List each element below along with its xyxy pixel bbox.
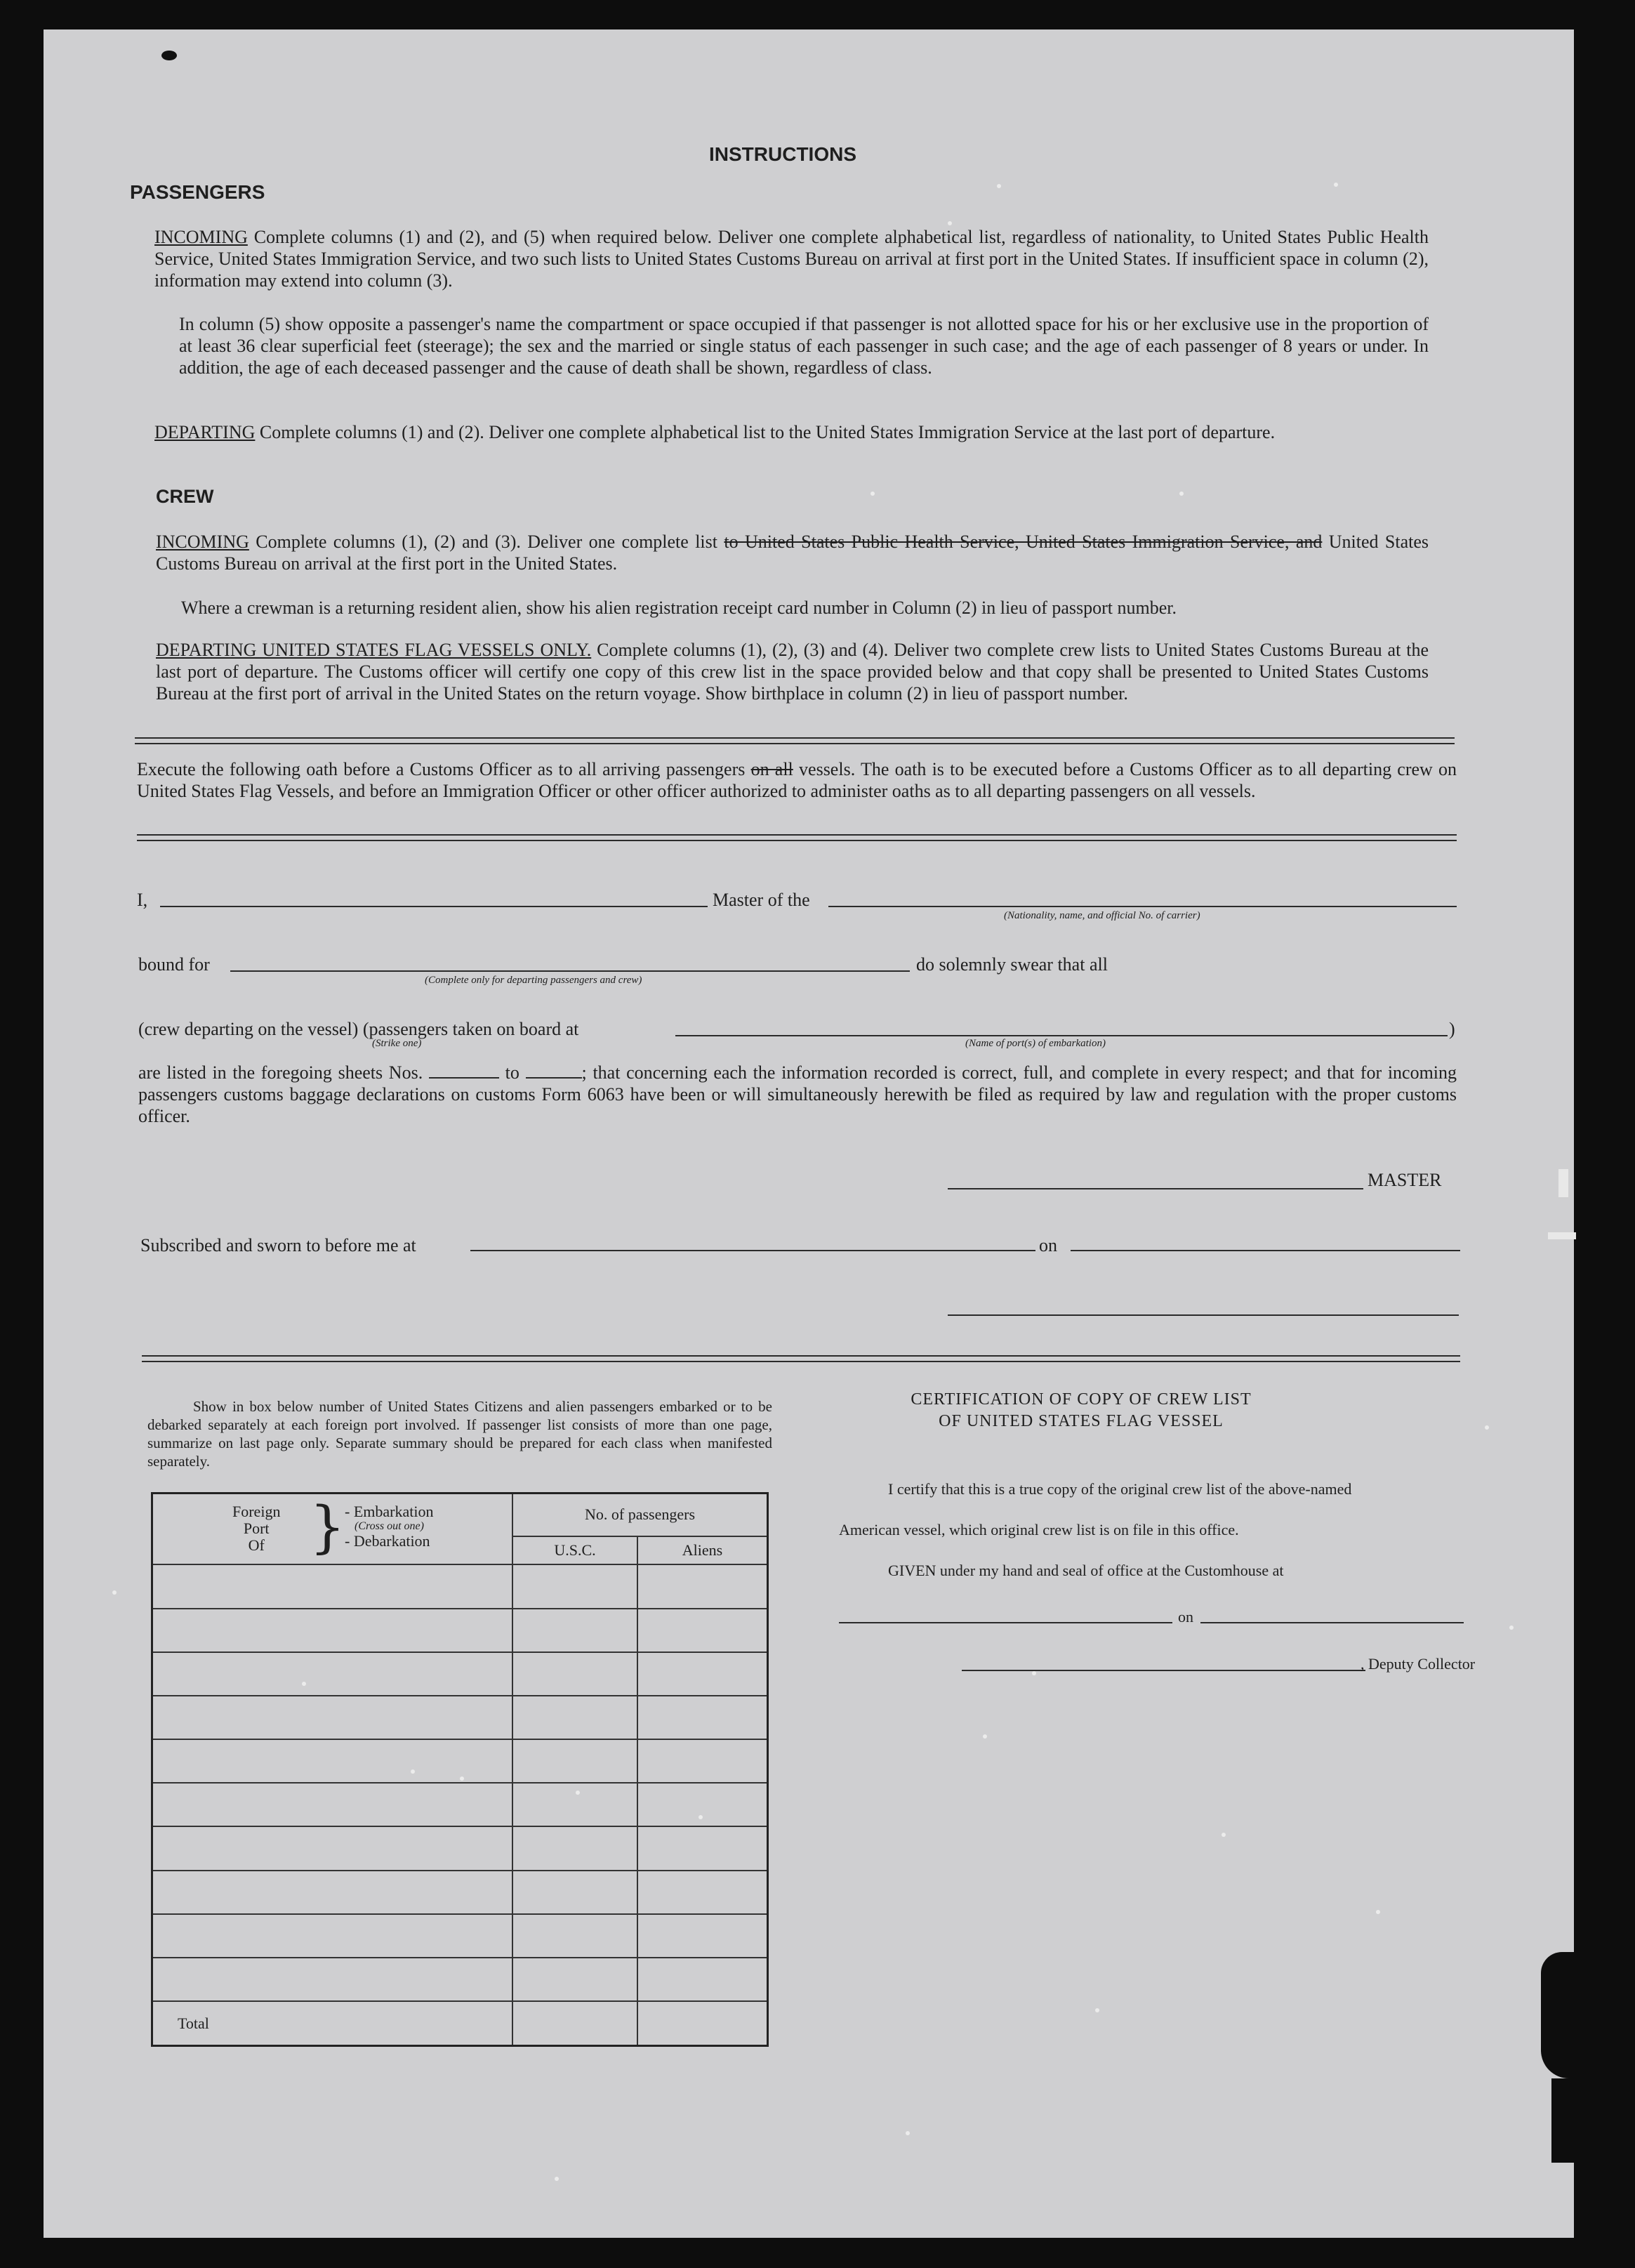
aliens-cell[interactable] xyxy=(637,1696,768,1739)
oath-i-label: I, xyxy=(137,890,148,910)
speck xyxy=(460,1776,464,1781)
officer-signature-field[interactable] xyxy=(948,1314,1459,1316)
certification-date-field[interactable] xyxy=(1200,1622,1464,1623)
crew-incoming-label: INCOMING xyxy=(156,532,249,552)
usc-cell[interactable] xyxy=(512,1826,637,1870)
passengers-incoming-label: INCOMING xyxy=(154,227,248,247)
table-row xyxy=(152,1826,768,1870)
speck xyxy=(302,1682,306,1686)
usc-header: U.S.C. xyxy=(512,1536,637,1565)
aliens-cell[interactable] xyxy=(637,1739,768,1783)
table-row xyxy=(152,1914,768,1958)
usc-cell[interactable] xyxy=(512,1564,637,1608)
usc-cell[interactable] xyxy=(512,1958,637,2001)
certify-line-1: I certify that this is a true copy of the original crew list of the above-named xyxy=(888,1480,1352,1498)
speck xyxy=(983,1734,987,1739)
ink-spot xyxy=(161,51,177,60)
master-signature-field[interactable] xyxy=(948,1188,1363,1189)
cross-out-caption: (Cross out one) xyxy=(355,1519,424,1532)
speck xyxy=(1376,1910,1380,1914)
certify-line-2: American vessel, which original crew list is on file in this office. xyxy=(839,1521,1239,1538)
port-cell[interactable] xyxy=(152,1826,513,1870)
oath-intro-a: Execute the following oath before a Customs Officer as to all arriving passengers xyxy=(137,759,746,779)
bound-for-label: bound for xyxy=(138,954,210,975)
port-cell[interactable] xyxy=(152,1914,513,1958)
port-cell[interactable] xyxy=(152,1871,513,1914)
table-row xyxy=(152,1958,768,2001)
usc-cell[interactable] xyxy=(512,1914,637,1958)
total-label: Total xyxy=(152,2001,513,2045)
close-paren: ) xyxy=(1449,1019,1455,1039)
passengers-departing-label: DEPARTING xyxy=(154,422,256,442)
usc-cell[interactable] xyxy=(512,1783,637,1826)
speck xyxy=(411,1769,415,1774)
usc-cell[interactable] xyxy=(512,1696,637,1739)
passengers-incoming-paragraph xyxy=(154,226,1429,291)
speck xyxy=(1095,2008,1099,2012)
sworn-place-field[interactable] xyxy=(470,1250,1035,1251)
complete-only-caption: (Complete only for departing passengers and crew) xyxy=(425,975,642,986)
speck xyxy=(948,221,952,225)
port-cell[interactable] xyxy=(152,1739,513,1783)
sworn-on-label: on xyxy=(1039,1235,1057,1255)
usc-cell[interactable] xyxy=(512,1652,637,1696)
port-caption: (Name of port(s) of embarkation) xyxy=(965,1038,1106,1049)
oath-intro-paragraph xyxy=(137,758,1457,802)
speck xyxy=(576,1791,580,1795)
deputy-collector-label: , Deputy Collector xyxy=(1361,1655,1476,1673)
table-row xyxy=(152,1783,768,1826)
torn-edge xyxy=(1551,2078,1580,2163)
page-title: INSTRUCTIONS xyxy=(709,143,856,165)
crew-departing-text: (crew departing on the vessel) (passengers taken on board at xyxy=(138,1019,579,1039)
aliens-header: Aliens xyxy=(637,1536,768,1565)
master-label: MASTER xyxy=(1368,1170,1442,1190)
crew-departing-text: Complete columns (1), (2), (3) and (4). Deliver two complete crew lists to United States Customs Bureau at the last port of departure. The Customs officer will certify one copy of this crew list in the space provided below and that copy shall be presented to United States Customs Bureau at the first port of arrival in the United States on the return voyage. Show birthplace in column (2) in lieu of passport number. xyxy=(156,640,1429,704)
passengers-departing-text: Complete columns (1) and (2). Deliver one complete alphabetical list to the United States Immigration Service at the last port of departure. xyxy=(259,422,1276,442)
usc-cell[interactable] xyxy=(512,1609,637,1652)
certification-title-line-1: CERTIFICATION OF COPY OF CREW LIST xyxy=(911,1390,1252,1409)
customhouse-field[interactable] xyxy=(839,1622,1172,1623)
passengers-departing-paragraph xyxy=(154,421,1429,443)
given-line: GIVEN under my hand and seal of office at the Customhouse at xyxy=(888,1562,1284,1579)
listed-text-b: ; that concerning each the information recorded is correct, full, and complete in every respect; and that for incoming passengers customs baggage declarations on customs Form 6063 have been or will simultaneously herewith be filed as required by law and regulation with the proper customs officer. xyxy=(138,1062,1457,1126)
listed-to: to xyxy=(505,1062,519,1083)
port-cell[interactable] xyxy=(152,1696,513,1739)
master-name-field[interactable] xyxy=(160,906,708,907)
carrier-field[interactable] xyxy=(828,906,1457,907)
embarkation-port-field[interactable] xyxy=(675,1035,1448,1036)
swear-text: do solemnly swear that all xyxy=(916,954,1108,975)
speck xyxy=(906,2131,910,2135)
speck xyxy=(699,1815,703,1819)
aliens-cell[interactable] xyxy=(637,1652,768,1696)
brace: } xyxy=(310,1494,345,1560)
crew-incoming-paragraph xyxy=(156,531,1429,574)
embarkation-option[interactable]: - Embarkation xyxy=(345,1502,434,1520)
no-of-passengers-header: No. of passengers xyxy=(512,1494,768,1536)
sheet-to-field[interactable] xyxy=(526,1063,582,1079)
speck xyxy=(112,1590,117,1595)
aliens-cell[interactable] xyxy=(637,1958,768,2001)
oath-intro-b: vessels. The oath is to be executed before a Customs Officer as to all departing crew on United States Flag Vessels, and before an Immigration Officer or other officer authorized to administer oaths as to all departing passengers on all vessels. xyxy=(137,759,1457,801)
bound-for-field[interactable] xyxy=(230,970,910,972)
total-row xyxy=(152,2001,768,2045)
port-cell[interactable] xyxy=(152,1564,513,1608)
usc-cell[interactable] xyxy=(512,1871,637,1914)
speck xyxy=(555,2177,559,2181)
crewman-paragraph: Where a crewman is a returning resident alien, show his alien registration receipt card number in Column (2) in lieu of passport number. xyxy=(181,598,1177,618)
table-row xyxy=(152,1564,768,1608)
speck xyxy=(1179,492,1184,496)
deputy-signature-field[interactable] xyxy=(962,1670,1365,1671)
speck xyxy=(1485,1425,1489,1430)
speck xyxy=(871,492,875,496)
crew-incoming-text-a: Complete columns (1), (2) and (3). Deliver one complete list xyxy=(256,532,717,552)
aliens-cell[interactable] xyxy=(637,1914,768,1958)
port-label: Port xyxy=(243,1519,270,1537)
aliens-cell[interactable] xyxy=(637,1783,768,1826)
section-divider xyxy=(137,834,1457,841)
port-cell[interactable] xyxy=(152,1609,513,1652)
speck xyxy=(1509,1626,1514,1630)
summary-instructions: Show in box below number of United States Citizens and alien passengers embarked or to be debarked separately at each foreign port involved. If passenger list consists of more than one page, summarize on last page only. Separate summary should be prepared for each class when manifested separately. xyxy=(147,1398,772,1470)
passenger-summary-table xyxy=(151,1492,769,2047)
usc-total-cell[interactable] xyxy=(512,2001,637,2045)
port-cell[interactable] xyxy=(152,1958,513,2001)
of-label: Of xyxy=(248,1536,265,1554)
crew-departing-paragraph xyxy=(156,639,1429,704)
certification-on-label: on xyxy=(1178,1608,1193,1626)
strike-one-caption: (Strike one) xyxy=(372,1038,422,1049)
oath-intro-struck: on all xyxy=(750,759,793,779)
certification-title xyxy=(842,1389,1320,1432)
speck xyxy=(1032,1671,1036,1675)
binding-mark xyxy=(1548,1232,1576,1239)
speck xyxy=(1334,183,1338,187)
listed-paragraph xyxy=(138,1062,1457,1127)
table-row xyxy=(152,1696,768,1739)
sworn-date-field[interactable] xyxy=(1071,1250,1460,1251)
nationality-caption: (Nationality, name, and official No. of carrier) xyxy=(1004,910,1200,921)
speck xyxy=(997,184,1001,188)
crew-incoming-struck: to United States Public Health Service, United States Immigration Service, and xyxy=(724,532,1323,552)
crew-incoming-text-b: United States Customs Bureau on arrival at the first port in the United States. xyxy=(156,532,1429,574)
table-row xyxy=(152,1652,768,1696)
sheet-from-field[interactable] xyxy=(429,1063,499,1079)
aliens-total-cell[interactable] xyxy=(637,2001,768,2045)
crew-heading: CREW xyxy=(156,486,214,507)
passengers-heading: PASSENGERS xyxy=(130,181,265,203)
section-divider xyxy=(135,737,1455,744)
torn-edge xyxy=(1541,1952,1583,2078)
debarkation-option[interactable]: - Debarkation xyxy=(345,1531,430,1550)
subscribed-label: Subscribed and sworn to before me at xyxy=(140,1235,416,1255)
usc-cell[interactable] xyxy=(512,1739,637,1783)
aliens-cell[interactable] xyxy=(637,1609,768,1652)
port-cell[interactable] xyxy=(152,1783,513,1826)
foreign-label: Foreign xyxy=(232,1502,281,1520)
aliens-cell[interactable] xyxy=(637,1826,768,1870)
listed-text-a: are listed in the foregoing sheets Nos. xyxy=(138,1062,423,1083)
section-divider xyxy=(142,1355,1460,1362)
table-row xyxy=(152,1609,768,1652)
master-of-the-label: Master of the xyxy=(713,890,810,910)
crew-departing-label: DEPARTING UNITED STATES FLAG VESSELS ONLY. xyxy=(156,640,592,660)
aliens-cell[interactable] xyxy=(637,1871,768,1914)
column5-paragraph: In column (5) show opposite a passenger's name the compartment or space occupied if that passenger is not allotted space for his or her exclusive use in the proportion of at least 36 clear superficial feet (steerage); the sex and the married or single status of each passenger in such case; and the age of each passenger of 8 years or under. In addition, the age of each deceased passenger and the cause of death shall be shown, regardless of class. xyxy=(179,314,1429,378)
port-cell[interactable] xyxy=(152,1652,513,1696)
passengers-incoming-text: Complete columns (1) and (2), and (5) when required below. Deliver one complete alphabetical list, regardless of nationality, to United States Public Health Service, United States Immigration Service, and two such lists to United States Customs Bureau on arrival at first port in the United States. If insufficient space in column (2), information may extend into column (3). xyxy=(154,227,1429,291)
certification-title-line-2: OF UNITED STATES FLAG VESSEL xyxy=(939,1412,1224,1430)
aliens-cell[interactable] xyxy=(637,1564,768,1608)
table-row xyxy=(152,1871,768,1914)
speck xyxy=(1222,1833,1226,1837)
binding-mark xyxy=(1558,1169,1568,1197)
